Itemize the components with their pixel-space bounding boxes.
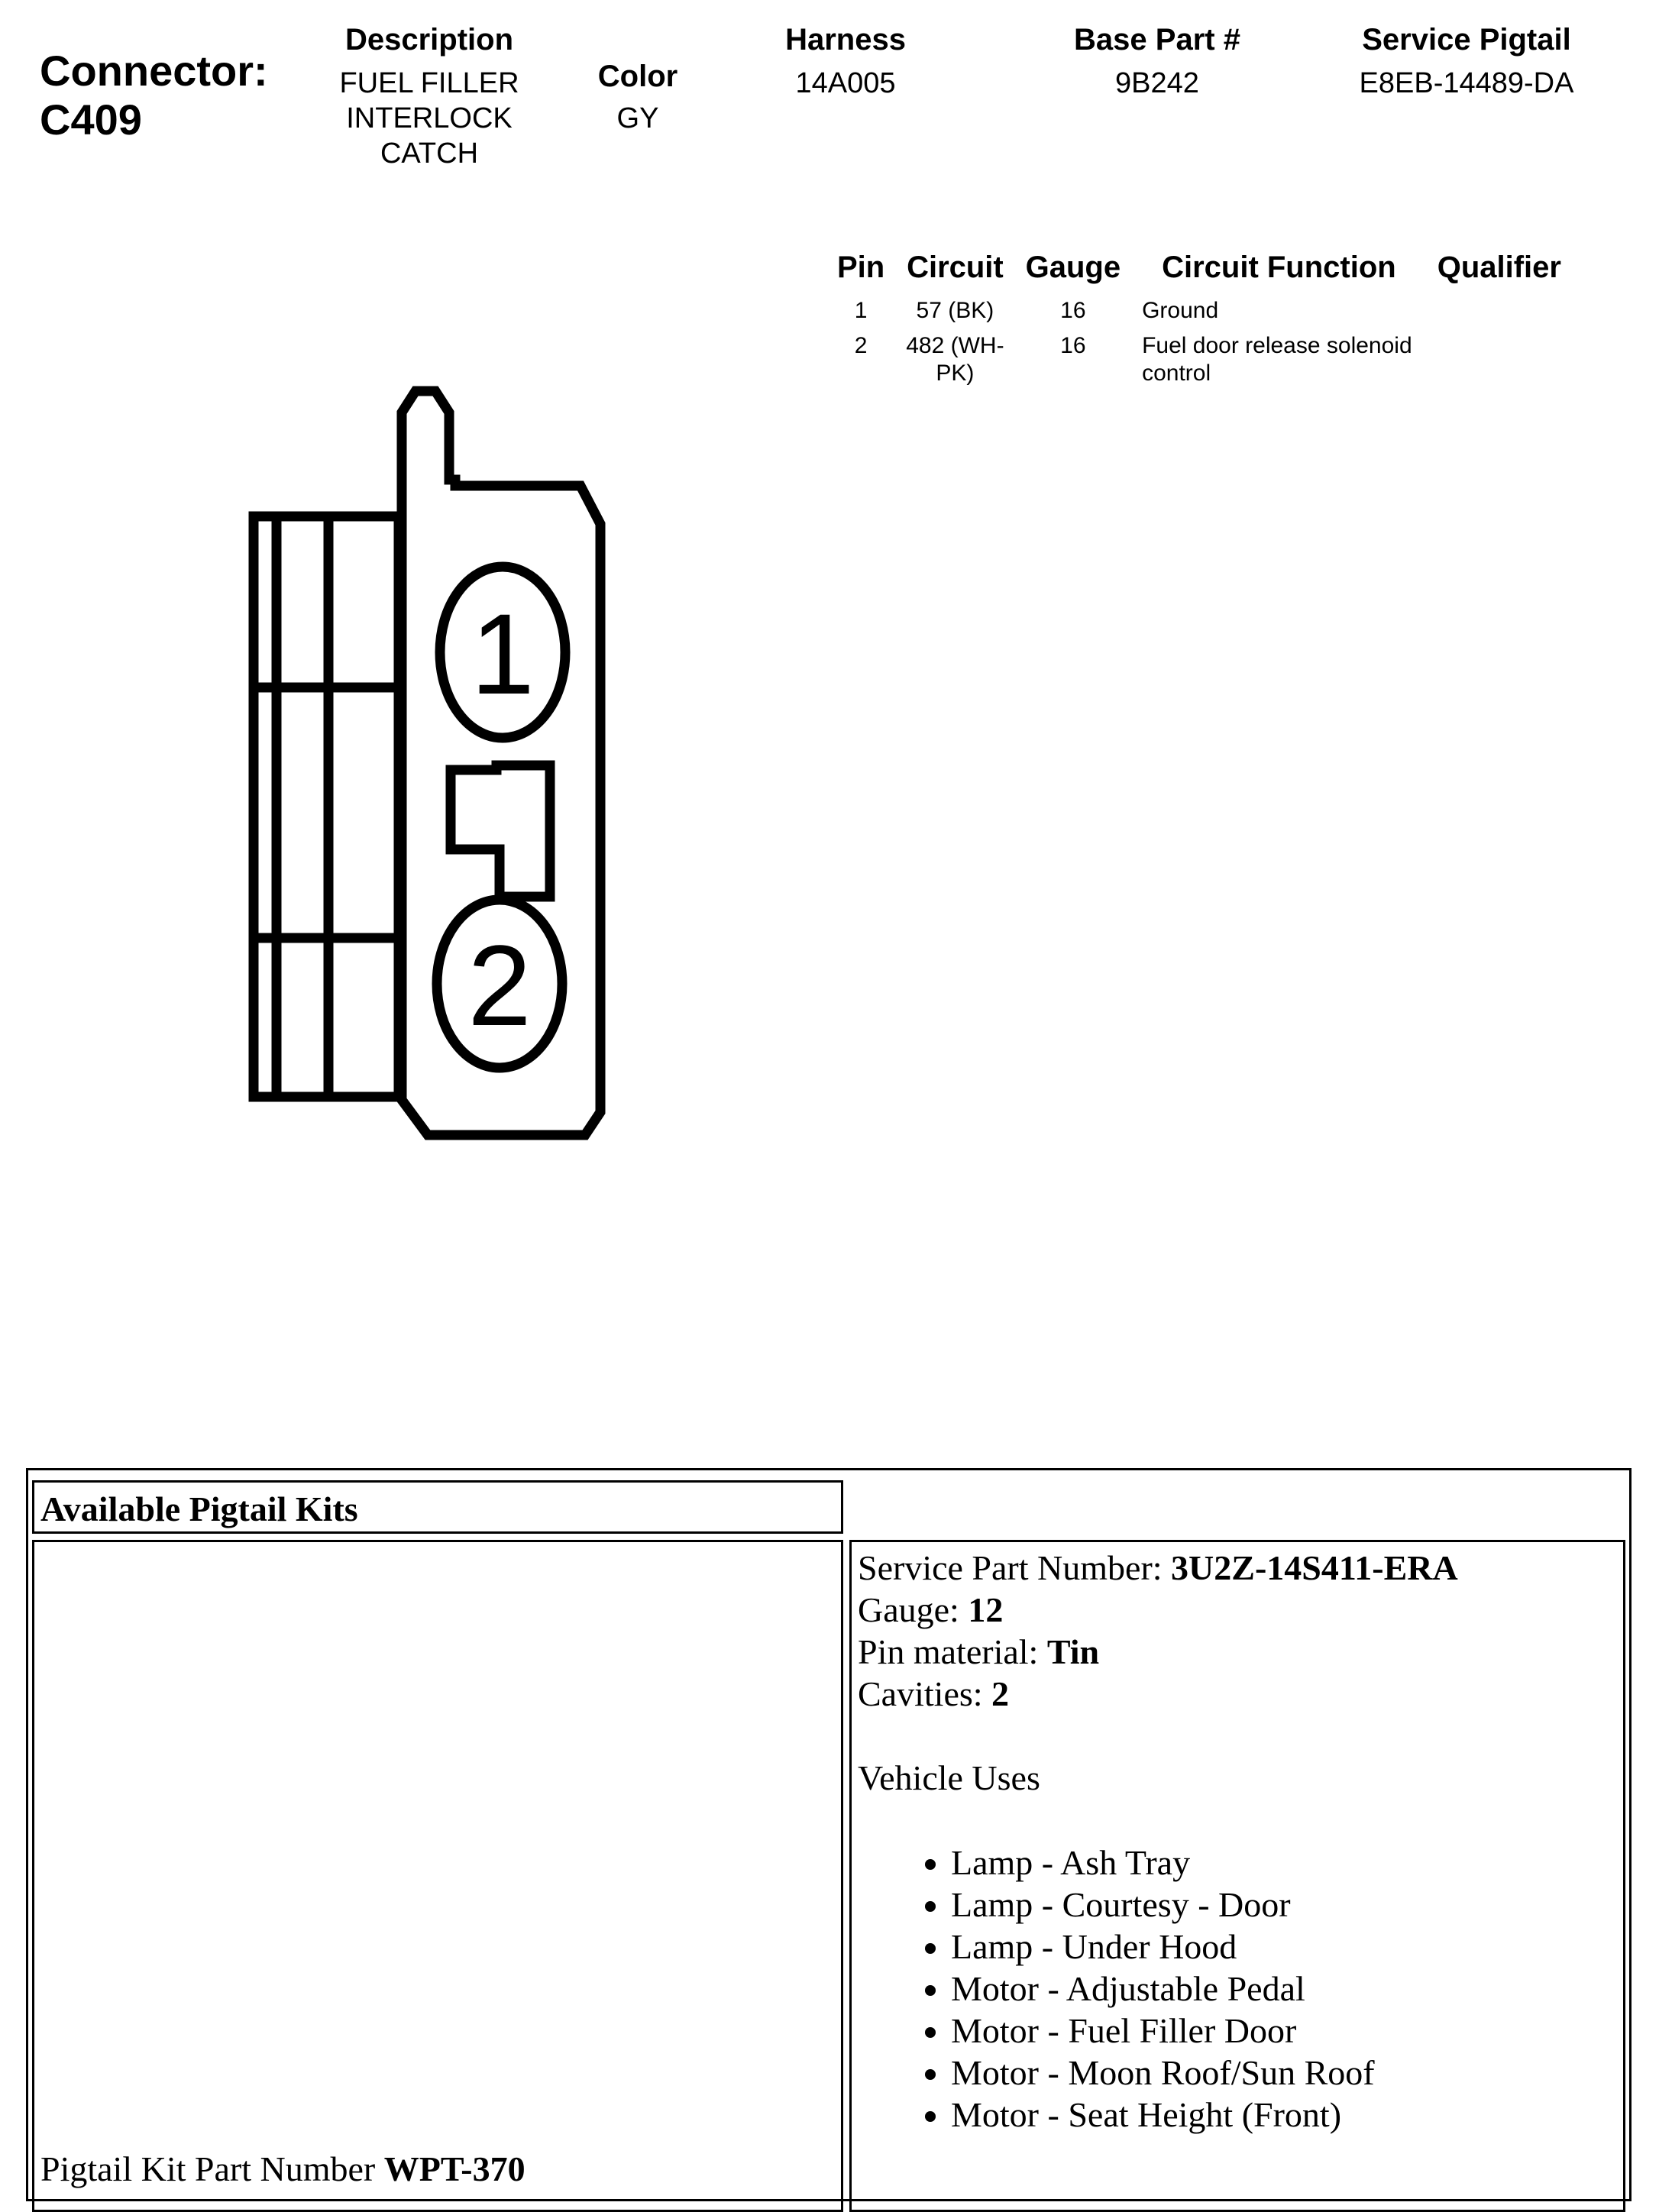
list-item: • Motor - Moon Roof/Sun Roof (951, 2052, 1617, 2094)
description-column (307, 21, 551, 171)
connector-id: C409 (40, 95, 142, 144)
harness-column (735, 21, 956, 101)
description-line-1: FUEL FILLER (339, 67, 519, 99)
harness-value: 14A005 (795, 67, 896, 99)
kit-part-label: Pigtail Kit Part Number (40, 2149, 384, 2188)
pin-material-line (858, 1631, 1617, 1673)
vehicle-uses-list (858, 1842, 1617, 2136)
service-pigtail-value: E8EB-14489-DA (1359, 67, 1574, 99)
cavities-label: Cavities: (858, 1674, 992, 1713)
table-row (826, 331, 1572, 393)
service-part-label: Service Part Number: (858, 1548, 1172, 1587)
function-cell: Ground (1142, 298, 1219, 323)
color-value: GY (616, 102, 659, 134)
harness-label: Harness (785, 23, 906, 57)
pigtail-kit-image-cell (32, 1540, 843, 2212)
pin-cell: 1 (854, 298, 868, 323)
col-qualifier: Qualifier (1437, 251, 1561, 284)
pin-material-value: Tin (1046, 1632, 1100, 1671)
list-item: • Lamp - Under Hood (951, 1926, 1617, 1968)
description-label: Description (344, 23, 514, 57)
color-label: Color (597, 60, 678, 93)
list-item: • Motor - Adjustable Pedal (951, 1968, 1617, 2010)
qualifier-cell (1427, 331, 1572, 393)
list-item: • Motor - Seat Height (Front) (951, 2094, 1617, 2136)
gauge-value: 12 (968, 1590, 1004, 1629)
pigtail-kits-heading: Available Pigtail Kits (32, 1480, 843, 1534)
gauge-label: Gauge: (858, 1590, 969, 1629)
service-pigtail-column (1321, 21, 1612, 101)
cavities-value: 2 (991, 1674, 1010, 1713)
pin-material-label: Pin material: (858, 1632, 1047, 1671)
gauge-cell: 16 (1060, 298, 1086, 323)
cavities-line (858, 1673, 1617, 1715)
kit-part-value: WPT-370 (383, 2149, 526, 2188)
service-part-value: 3U2Z-14S411-ERA (1171, 1548, 1458, 1587)
function-line-2: control (1142, 361, 1211, 386)
list-item: • Lamp - Ash Tray (951, 1842, 1617, 1884)
description-line-2: INTERLOCK (346, 102, 513, 134)
gauge-cell: 16 (1060, 333, 1086, 358)
pin-table (826, 246, 1572, 393)
base-part-value: 9B242 (1115, 67, 1199, 99)
circuit-line-1: 482 (WH- (906, 333, 1004, 358)
base-part-column (1031, 21, 1283, 101)
list-item: • Lamp - Courtesy - Door (951, 1884, 1617, 1926)
circuit-line-2: PK) (936, 361, 975, 386)
base-part-label: Base Part # (1074, 23, 1240, 57)
gauge-line (858, 1589, 1617, 1631)
col-circuit-function: Circuit Function (1162, 251, 1396, 284)
connector-label: Connector: (40, 47, 268, 95)
pin-table-header (826, 246, 1572, 296)
pigtail-kit-details (849, 1540, 1625, 2212)
circuit-cell: 57 (BK) (916, 298, 994, 323)
connector-face-diagram (229, 367, 626, 1176)
list-item: • Motor - Fuel Filler Door (951, 2010, 1617, 2052)
service-pigtail-label: Service Pigtail (1362, 23, 1571, 57)
function-line-1: Fuel door release solenoid (1142, 333, 1412, 358)
circuit-cell (895, 331, 1014, 393)
color-column (565, 58, 710, 136)
service-part-number (858, 1547, 1617, 1589)
col-circuit: Circuit (907, 251, 1004, 284)
table-row (826, 296, 1572, 331)
qualifier-cell (1427, 296, 1572, 331)
col-pin: Pin (837, 251, 885, 284)
col-gauge: Gauge (1025, 251, 1121, 284)
pigtail-kit-part-number (40, 2149, 526, 2190)
pin-cell: 2 (854, 333, 868, 358)
polarizing-key (451, 765, 550, 897)
pin-2-label: 2 (467, 921, 532, 1049)
description-line-3: CATCH (380, 137, 479, 170)
function-cell (1131, 331, 1427, 393)
vehicle-uses-label: Vehicle Uses (858, 1758, 1040, 1797)
pin-1-label: 1 (471, 590, 535, 718)
